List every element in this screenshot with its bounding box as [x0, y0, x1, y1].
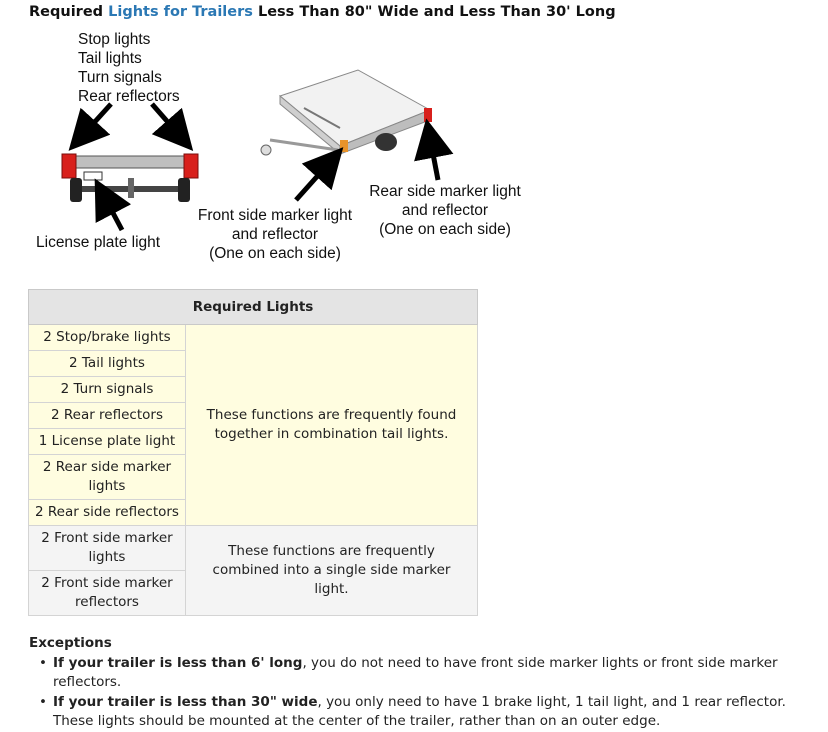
table-cell: 2 Stop/brake lights [29, 325, 186, 351]
front-marker-light [340, 140, 348, 152]
exceptions-section [29, 634, 824, 731]
trailer-lights-diagram [0, 28, 828, 278]
bullet-icon: • [39, 694, 47, 710]
left-tail-light [62, 154, 76, 178]
table-cell: 2 Rear side reflectors [29, 500, 186, 526]
table-cell: 2 Front side marker reflectors [29, 571, 186, 616]
rear-crossbar [74, 156, 186, 168]
rear-lights-label: Stop lights Tail lights Turn signals Rear reflectors [78, 31, 180, 105]
table-cell: 2 Rear reflectors [29, 403, 186, 429]
group1-note: These functions are frequently found together in combination tail lights. [186, 325, 478, 526]
table-cell: 2 Turn signals [29, 377, 186, 403]
title-suffix: Less Than 80" Wide and Less Than 30' Long [257, 4, 616, 20]
right-tail-light [184, 154, 198, 178]
exception-text: , you do not need to have front side marker lights or front side marker reflectors. [53, 655, 778, 690]
table-cell: 2 Front side marker lights [29, 526, 186, 571]
page-title [29, 4, 616, 20]
rear-view-trailer [62, 154, 198, 202]
table-header: Required Lights [29, 290, 478, 325]
table-cell: 2 Rear side marker lights [29, 455, 186, 500]
license-plate [84, 172, 102, 180]
right-wheel [178, 178, 190, 202]
table-cell: 2 Tail lights [29, 351, 186, 377]
table-row [29, 325, 478, 351]
rear-marker-light [424, 108, 432, 122]
center-post [128, 178, 134, 198]
rear-marker-label: Rear side marker light and reflector (One on each side) [369, 183, 521, 238]
left-wheel [70, 178, 82, 202]
exception-bold: If your trailer is less than 30" wide [53, 694, 318, 710]
list-item [29, 693, 824, 731]
exceptions-list [29, 654, 824, 731]
table-cell: 1 License plate light [29, 429, 186, 455]
bullet-icon: • [39, 655, 47, 671]
exception-bold: If your trailer is less than 6' long [53, 655, 303, 671]
trailer-deck [280, 70, 430, 146]
trailer-wheel [375, 133, 397, 151]
required-lights-table [28, 289, 478, 616]
list-item [29, 654, 824, 692]
exception-text: , you only need to have 1 brake light, 1 tail light, and 1 rear reflector. These lights should be mounted at the center of the trailer, rather than on an outer edge. [53, 694, 786, 729]
title-prefix: Required [29, 4, 104, 20]
table-row [29, 526, 478, 571]
perspective-trailer [261, 70, 432, 155]
lights-for-trailers-link[interactable]: Lights for Trailers [108, 4, 253, 20]
front-marker-label: Front side marker light and reflector (One on each side) [197, 207, 353, 262]
group2-note: These functions are frequently combined into a single side marker light. [186, 526, 478, 616]
hitch [261, 145, 271, 155]
license-plate-light-label: License plate light [36, 234, 161, 251]
exceptions-heading: Exceptions [29, 635, 112, 651]
